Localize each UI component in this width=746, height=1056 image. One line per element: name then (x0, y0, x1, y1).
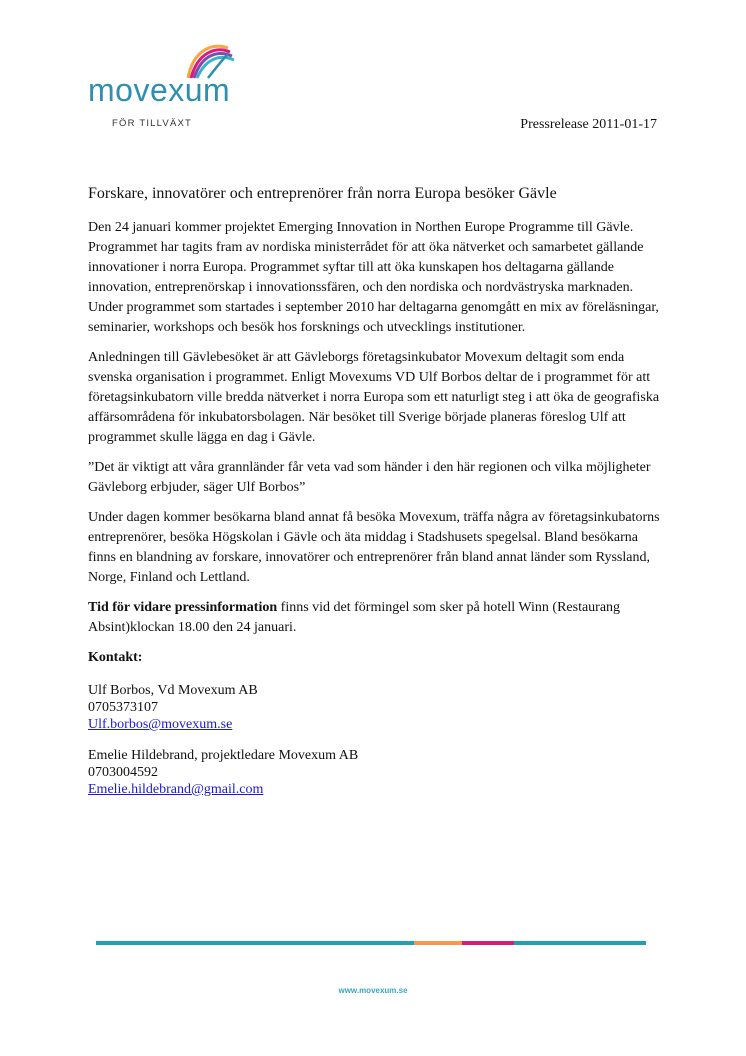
logo-tagline: FÖR TILLVÄXT (112, 118, 193, 129)
footer-bar-segment (96, 941, 414, 945)
contact-heading: Kontakt: (88, 650, 143, 665)
footer-bar-segment (414, 941, 462, 945)
contact-name: Ulf Borbos, Vd Movexum AB (88, 683, 258, 698)
paragraph: Anledningen till Gävlebesöket är att Gävleborgs företagsinkubator Movexum deltagit som enda svenska organisation i programmet. Enligt Movexums VD Ulf Borbos deltar de i programmet för att företagsinkubatorn ville bredda nätverket i norra Europa som ett naturligt steg i att öka de geografiska affärsområdena för inkubatorsbolagen. När besöket till Sverige började planeras föreslog Ulf att programmet skulle lägga en dag i Gävle. (88, 350, 660, 445)
footer-bar-segment (462, 941, 514, 945)
paragraph: Den 24 januari kommer projektet Emerging Innovation in Northen Europe Programme till Gävle. Programmet har tagits fram av nordiska ministerrådet för att öka nätverket och samarbetet gällande innovationer i norra Europa. Programmet syftar till att öka kunskapen hos deltagarna gällande innovation, entreprenörskap i innovationssfären, och den nordiska och nordvästryska marknaden. Under programmet som startades i september 2010 har deltagarna genomgått en mix av föreläsningar, seminarier, workshops och besök hos forsknings och utvecklings institutioner. (88, 220, 659, 335)
headline: Forskare, innovatörer och entreprenörer från norra Europa besöker Gävle (88, 185, 557, 202)
contact-phone: 0705373107 (88, 700, 158, 715)
press-info-text: finns vid det förmingel som sker på hotell Winn (Restaurang Absint)klockan 18.00 den 24 januari. (88, 600, 621, 635)
contact-person (88, 747, 668, 798)
press-release-date: Pressrelease 2011-01-17 (520, 117, 657, 132)
contact-email-link[interactable]: Emelie.hildebrand@gmail.com (88, 782, 264, 797)
press-info-paragraph (88, 598, 668, 638)
paragraph: Under dagen kommer besökarna bland annat få besöka Movexum, träffa några av företagsinkubatorns entreprenörer, besöka Högskolan i Gävle och äta middag i Stadshusets spegelsal. Bland besökarna finns en blandning av forskare, innovatörer och entreprenörer från bland annat länder som Ryssland, Norge, Finland och Lettland. (88, 510, 660, 585)
contact-email-link[interactable]: Ulf.borbos@movexum.se (88, 717, 233, 732)
quote-paragraph: ”Det är viktigt att våra grannländer får veta vad som händer i den här regionen och vilka möjligheter Gävleborg erbjuder, säger Ulf Borbos” (88, 460, 651, 495)
footer-bar-segment (514, 941, 646, 945)
footer-url[interactable]: www.movexum.se (338, 986, 408, 995)
footer-color-bar (96, 941, 646, 945)
press-release-body (88, 184, 668, 812)
contact-person (88, 682, 668, 733)
contact-name: Emelie Hildebrand, projektledare Movexum AB (88, 748, 359, 763)
logo-wordmark: movexum (88, 72, 231, 108)
movexum-logo (88, 40, 253, 132)
press-info-bold: Tid för vidare pressinformation (88, 600, 278, 615)
contact-phone: 0703004592 (88, 765, 158, 780)
